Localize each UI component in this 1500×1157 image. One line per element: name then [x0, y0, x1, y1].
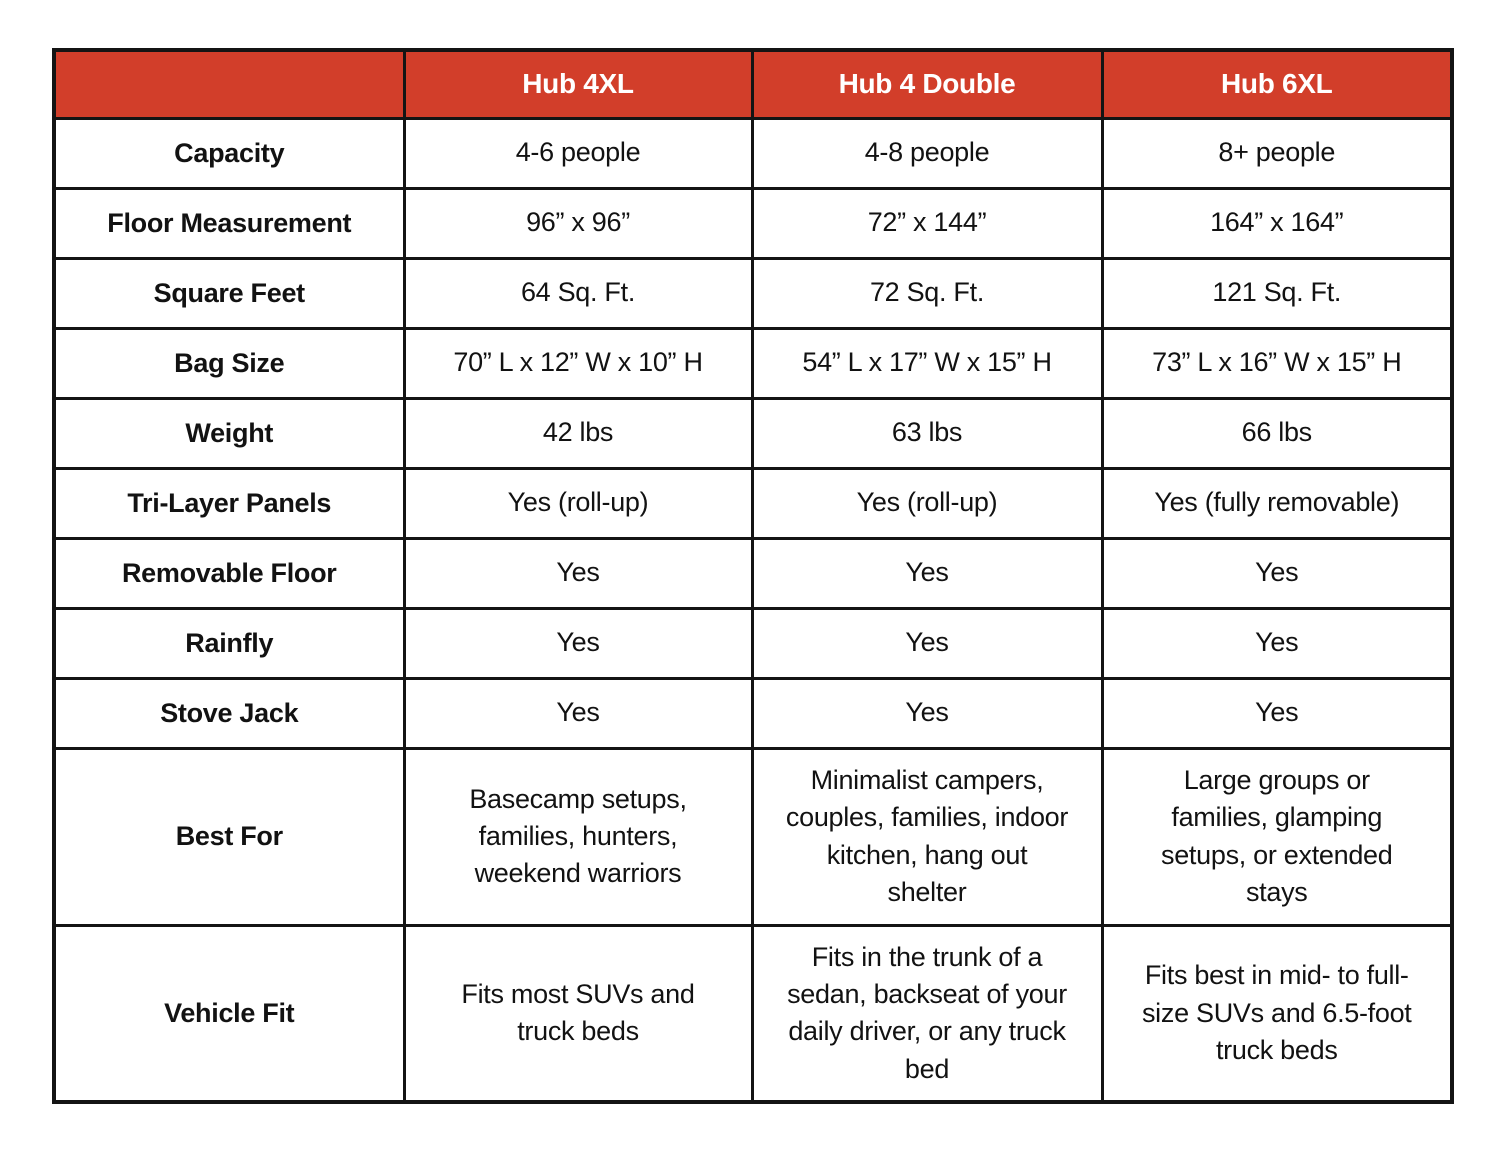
row-label-stove-jack: Stove Jack	[54, 678, 404, 748]
cell-stove-jack-hub-6xl: Yes	[1102, 678, 1452, 748]
table-row-floor-measurement	[54, 188, 1452, 258]
row-label-vehicle-fit: Vehicle Fit	[54, 925, 404, 1102]
cell-floor-measurement-hub-4-double: 72” x 144”	[752, 188, 1102, 258]
row-label-tri-layer-panels: Tri-Layer Panels	[54, 468, 404, 538]
cell-stove-jack-hub-4-double: Yes	[752, 678, 1102, 748]
table-row-weight	[54, 398, 1452, 468]
comparison-table-container	[52, 48, 1454, 1104]
table-row-vehicle-fit	[54, 925, 1452, 1102]
cell-rainfly-hub-4-double: Yes	[752, 608, 1102, 678]
cell-floor-measurement-hub-4xl: 96” x 96”	[404, 188, 752, 258]
table-row-capacity	[54, 118, 1452, 188]
cell-rainfly-hub-6xl: Yes	[1102, 608, 1452, 678]
cell-best-for-hub-4xl: Basecamp setups, families, hunters, weekend warriors	[404, 748, 752, 925]
cell-removable-floor-hub-4-double: Yes	[752, 538, 1102, 608]
table-row-removable-floor	[54, 538, 1452, 608]
column-header-hub-4xl: Hub 4XL	[404, 50, 752, 118]
cell-square-feet-hub-6xl: 121 Sq. Ft.	[1102, 258, 1452, 328]
cell-vehicle-fit-hub-6xl: Fits best in mid- to full-size SUVs and 6.5-foot truck beds	[1102, 925, 1452, 1102]
cell-square-feet-hub-4-double: 72 Sq. Ft.	[752, 258, 1102, 328]
table-row-tri-layer-panels	[54, 468, 1452, 538]
row-label-removable-floor: Removable Floor	[54, 538, 404, 608]
cell-rainfly-hub-4xl: Yes	[404, 608, 752, 678]
row-label-capacity: Capacity	[54, 118, 404, 188]
cell-capacity-hub-6xl: 8+ people	[1102, 118, 1452, 188]
product-comparison-table	[52, 48, 1454, 1104]
table-row-bag-size	[54, 328, 1452, 398]
table-row-rainfly	[54, 608, 1452, 678]
header-row	[54, 50, 1452, 118]
column-header-hub-6xl: Hub 6XL	[1102, 50, 1452, 118]
table-row-best-for	[54, 748, 1452, 925]
column-header-hub-4-double: Hub 4 Double	[752, 50, 1102, 118]
cell-weight-hub-4xl: 42 lbs	[404, 398, 752, 468]
row-label-floor-measurement: Floor Measurement	[54, 188, 404, 258]
table-row-stove-jack	[54, 678, 1452, 748]
cell-vehicle-fit-hub-4xl: Fits most SUVs and truck beds	[404, 925, 752, 1102]
cell-best-for-hub-6xl: Large groups or families, glamping setups, or extended stays	[1102, 748, 1452, 925]
cell-removable-floor-hub-4xl: Yes	[404, 538, 752, 608]
cell-stove-jack-hub-4xl: Yes	[404, 678, 752, 748]
cell-tri-layer-panels-hub-4-double: Yes (roll-up)	[752, 468, 1102, 538]
cell-bag-size-hub-6xl: 73” L x 16” W x 15” H	[1102, 328, 1452, 398]
cell-tri-layer-panels-hub-4xl: Yes (roll-up)	[404, 468, 752, 538]
table-row-square-feet	[54, 258, 1452, 328]
cell-capacity-hub-4xl: 4-6 people	[404, 118, 752, 188]
cell-bag-size-hub-4-double: 54” L x 17” W x 15” H	[752, 328, 1102, 398]
cell-bag-size-hub-4xl: 70” L x 12” W x 10” H	[404, 328, 752, 398]
row-label-best-for: Best For	[54, 748, 404, 925]
cell-capacity-hub-4-double: 4-8 people	[752, 118, 1102, 188]
cell-tri-layer-panels-hub-6xl: Yes (fully removable)	[1102, 468, 1452, 538]
row-label-square-feet: Square Feet	[54, 258, 404, 328]
cell-weight-hub-4-double: 63 lbs	[752, 398, 1102, 468]
corner-cell	[54, 50, 404, 118]
cell-best-for-hub-4-double: Minimalist campers, couples, families, indoor kitchen, hang out shelter	[752, 748, 1102, 925]
cell-square-feet-hub-4xl: 64 Sq. Ft.	[404, 258, 752, 328]
cell-weight-hub-6xl: 66 lbs	[1102, 398, 1452, 468]
cell-vehicle-fit-hub-4-double: Fits in the trunk of a sedan, backseat of your daily driver, or any truck bed	[752, 925, 1102, 1102]
cell-removable-floor-hub-6xl: Yes	[1102, 538, 1452, 608]
cell-floor-measurement-hub-6xl: 164” x 164”	[1102, 188, 1452, 258]
row-label-weight: Weight	[54, 398, 404, 468]
row-label-rainfly: Rainfly	[54, 608, 404, 678]
row-label-bag-size: Bag Size	[54, 328, 404, 398]
